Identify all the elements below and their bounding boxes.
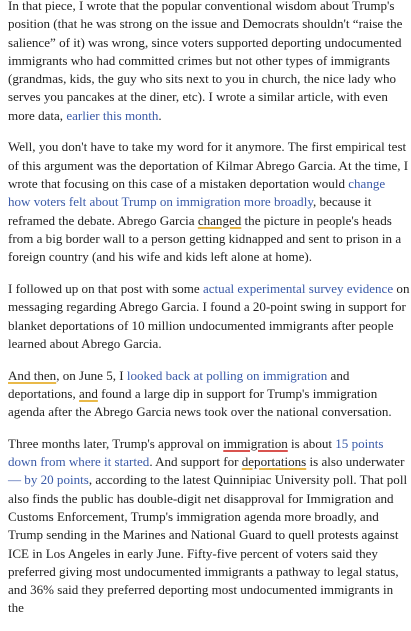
earlier-this-month-link[interactable]: earlier this month	[66, 107, 159, 123]
fifteen-points-link[interactable]: 15 points down from where it started	[8, 435, 384, 470]
paragraph-5	[8, 435, 410, 618]
highlighted-and: and	[79, 385, 98, 401]
paragraph-1	[8, 0, 410, 125]
paragraph-3-text-b: on messaging regarding Abrego Garcia. I found a 20-point swing in support for blanket deportations of 10 million undocumented immigrants after people learned about Abrego Garcia.	[8, 280, 410, 351]
paragraph-3-text-a: I followed up on that post with some	[8, 280, 203, 296]
paragraph-4-text-a: , on June 5, I	[56, 367, 127, 383]
paragraph-5-text-e: , according to the latest Quinnipiac University poll. That poll also finds the public has double-digit net disapproval for Immigration and Customs Enforcement, Trump's immigration agenda more broadly, and Trump sending in the Marines and National Guard to quell protests against ICE in Los Angeles in early June. Fifty-five percent of voters said they preferred giving most undocumented immigrants a pathway to legal status, and 36% said they preferred deporting most undocumented immigrants in the	[8, 472, 408, 616]
highlighted-deportations: deportations	[241, 454, 307, 470]
paragraph-4-text-c: found a large dip in support for Trump's immigration agenda after the Abrego Garcia news took over the national conversation.	[8, 385, 392, 420]
paragraph-5-text-b: is about	[287, 435, 336, 451]
paragraph-3	[8, 280, 410, 353]
paragraph-5-text-d: is also underwater	[306, 454, 405, 470]
paragraph-2-text-c: the picture in people's heads from a big border wall to a person getting kidnapped and sent to prison in a foreign country (and his wife and kids left alone at home).	[8, 212, 402, 265]
paragraph-4-text-b: and deportations,	[8, 367, 350, 401]
paragraph-1-text-a: In that piece, I wrote that the popular conventional wisdom about Trump's position (that he was strong on the issue and Democrats shouldn't “raise the salience” of it) was wrong, since voters supported deporting undocumented immigrants who had committed crimes but not other types of immigrants (grandmas, kids, the guy who sits next to you in church, the nice lady who serves you pancakes at the diner, etc). I wrote a similar article, with even more data,	[8, 0, 403, 123]
paragraph-5-text-a: Three months later, Trump's approval on	[8, 435, 224, 451]
paragraph-5-text-c: . And support for	[149, 454, 242, 470]
polling-on-immigration-link[interactable]: looked back at polling on immigration	[126, 367, 328, 383]
paragraph-2-text-b: , because it reframed the debate. Abrego Garcia	[8, 194, 372, 228]
highlighted-immigration: immigration	[223, 435, 288, 451]
twenty-points-link[interactable]: — by 20 points	[8, 472, 89, 488]
survey-evidence-link[interactable]: actual experimental survey evidence	[202, 280, 394, 296]
paragraph-2	[8, 138, 410, 266]
paragraph-1-text-b: .	[158, 107, 162, 123]
highlighted-and-then: And then	[8, 367, 57, 383]
voters-immigration-link[interactable]: change how voters felt about Trump on immigration more broadly	[8, 176, 386, 210]
paragraph-2-text-a: Well, you don't have to take my word for it anymore. The first empirical test of this argument was the deportation of Kilmar Abrego Garcia. At the time, I wrote that focusing on this case of a mistaken deportation would	[8, 139, 409, 192]
highlighted-word-changed: changed	[197, 212, 242, 228]
paragraph-4	[8, 367, 410, 422]
article-body	[8, 0, 410, 631]
